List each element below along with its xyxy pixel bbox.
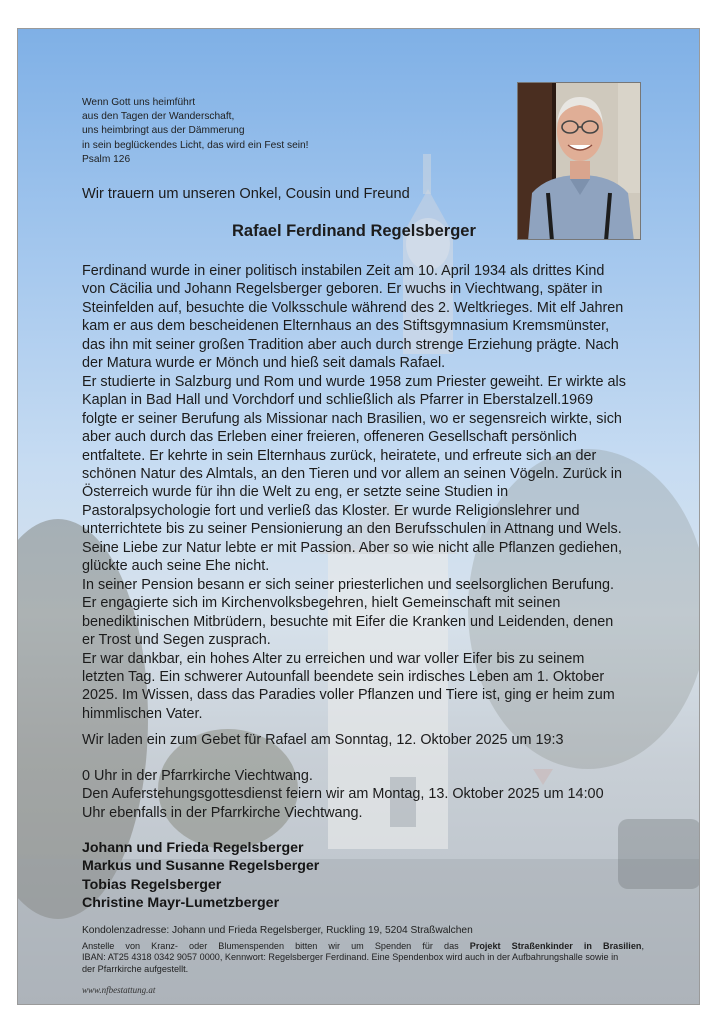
bio-line: der Matura wurde er Mönch und hieß seit damals Rafael. bbox=[82, 355, 446, 372]
quote-line: aus den Tagen der Wanderschaft, bbox=[82, 111, 235, 123]
quote-source: Psalm 126 bbox=[82, 153, 131, 165]
family-member: Tobias Regelsberger bbox=[82, 876, 222, 893]
bio-line: Seine Liebe zur Natur lebte er mit Passion. Aber so wie nicht alle Pflanzen gediehen, bbox=[82, 539, 622, 556]
bio-line: Er studierte in Salzburg und Rom und wurde 1958 zum Priester geweiht. Er wirkte als bbox=[82, 373, 626, 390]
family-member: Markus und Susanne Regelsberger bbox=[82, 858, 320, 875]
bio-line: kam er aus dem bescheidenen Elternhaus an des Stiftsgymnasium Kremsmünster, bbox=[82, 318, 610, 335]
donation-text: Anstelle von Kranz- oder Blumenspenden bitten wir um Spenden für das bbox=[82, 941, 470, 951]
bio-line: Er war dankbar, ein hohes Alter zu erreichen und war voller Eifer bis zu seinem bbox=[82, 650, 585, 667]
quote-line: in sein beglückendes Licht, das wird ein Fest sein! bbox=[82, 139, 309, 151]
bio-line: Kaplan in Bad Hall und Vorchdorf und schließlich als Pfarrer in Eberstalzell.1969 bbox=[82, 392, 594, 409]
bio-line: Ferdinand wurde in einer politisch instabilen Zeit am 10. April 1934 als drittes Kind bbox=[82, 263, 605, 279]
bio-line: benediktinischen Mitbrüdern, besuchte mit Eifer die Kranken und Leidenden, denen bbox=[82, 613, 614, 630]
donation-line-3: der Pfarrkirche aufgestellt. bbox=[82, 963, 189, 974]
bio-line: Steinfelden auf, besuchte die Volksschule während des 2. Weltkrieges. Mit elf Jahren bbox=[82, 299, 624, 316]
prayer-invitation: Wir laden ein zum Gebet für Rafael am Sonntag, 12. Oktober 2025 um 19:3 bbox=[82, 732, 564, 748]
bio-line: entfaltete. Er kehrte in sein Elternhaus zurück, heiratete, und erfreute sich an der bbox=[82, 447, 597, 464]
service-line: Uhr ebenfalls in der Pfarrkirche Viechtwang. bbox=[82, 804, 363, 821]
donation-line-1 bbox=[82, 941, 644, 952]
deceased-name: Rafael Ferdinand Regelsberger bbox=[232, 222, 476, 240]
bio-line: das ihn mit seiner großen Tradition aber auch durch strenge Erziehung prägte. Nach bbox=[82, 336, 619, 353]
bio-line: Pastoralpsychologie fort und verließ das Kloster. Er wurde Religionslehrer und bbox=[82, 502, 580, 519]
donation-line-2: IBAN: AT25 4318 0342 9057 0000, Kennwort: Regelsberger Ferdinand. Eine Spendenbox wird auch in der Aufbahrungshalle sowie in bbox=[82, 952, 619, 963]
bio-line: Österreich wurde für ihn die Welt zu eng, er setzte seine Studien in bbox=[82, 484, 509, 501]
bio-line: folgte er seiner Berufung als Missionar nach Brasilien, wo er segensreich wirkte, sich bbox=[82, 410, 622, 427]
bio-line: In seiner Pension besann er sich seiner priesterlichen und seelsorglichen Berufung. bbox=[82, 576, 614, 593]
bio-line: 2025. Im Wissen, dass das Paradies voller Pflanzen und Tiere ist, ging er heim zum bbox=[82, 687, 615, 704]
bio-line: aber auch durch das Erleben einer freieren, offeneren Gesellschaft persönlich bbox=[82, 429, 577, 446]
bio-line: von Cäcilia und Johann Regelsberger geboren. Er wuchs in Viechtwang, später in bbox=[82, 281, 603, 298]
service-line: 0 Uhr in der Pfarrkirche Viechtwang. bbox=[82, 768, 313, 784]
quote-line: uns heimbringt aus der Dämmerung bbox=[82, 125, 245, 137]
donation-project: Projekt Straßenkinder in Brasilien bbox=[469, 941, 642, 951]
bio-line: letzten Tag. Ein schwerer Autounfall beendete sein irdisches Leben am 1. Oktober bbox=[82, 668, 605, 685]
family-member: Johann und Frieda Regelsberger bbox=[82, 840, 304, 856]
bio-line: er Trost und Segen zusprach. bbox=[82, 632, 271, 649]
family-member: Christine Mayr-Lumetzberger bbox=[82, 894, 280, 911]
family-signatures bbox=[82, 839, 319, 912]
service-info bbox=[82, 767, 604, 822]
service-line: Den Auferstehungsgottesdienst feiern wir am Montag, 13. Oktober 2025 um 14:00 bbox=[82, 786, 604, 803]
donation-notice bbox=[82, 941, 644, 975]
funeral-home-website[interactable]: www.nfbestattung.at bbox=[82, 985, 156, 995]
bio-line: schönen Natur des Almtals, an den Tieren und vor allem an seinen Vögeln. Zurück in bbox=[82, 465, 622, 482]
biography bbox=[82, 262, 652, 723]
bio-line: himmlischen Vater. bbox=[82, 705, 203, 722]
condolence-address: Kondolenzadresse: Johann und Frieda Regelsberger, Ruckling 19, 5204 Straßwalchen bbox=[82, 925, 473, 936]
portrait-photo bbox=[517, 82, 641, 240]
donation-comma: , bbox=[641, 941, 644, 951]
intro-line: Wir trauern um unseren Onkel, Cousin und Freund bbox=[82, 186, 410, 202]
quote-line: Wenn Gott uns heimführt bbox=[82, 97, 196, 108]
bio-line: unterrichtete bis zu seiner Pensionierung an den Berufsschulen in Attnang und Wels. bbox=[82, 521, 622, 538]
psalm-quote bbox=[82, 96, 309, 167]
bio-line: glückte auch seine Ehe nicht. bbox=[82, 558, 270, 575]
bio-line: Er engagierte sich im Kirchenvolksbegehren, hielt Gemeinschaft mit seinen bbox=[82, 595, 561, 612]
portrait-image bbox=[518, 83, 641, 240]
